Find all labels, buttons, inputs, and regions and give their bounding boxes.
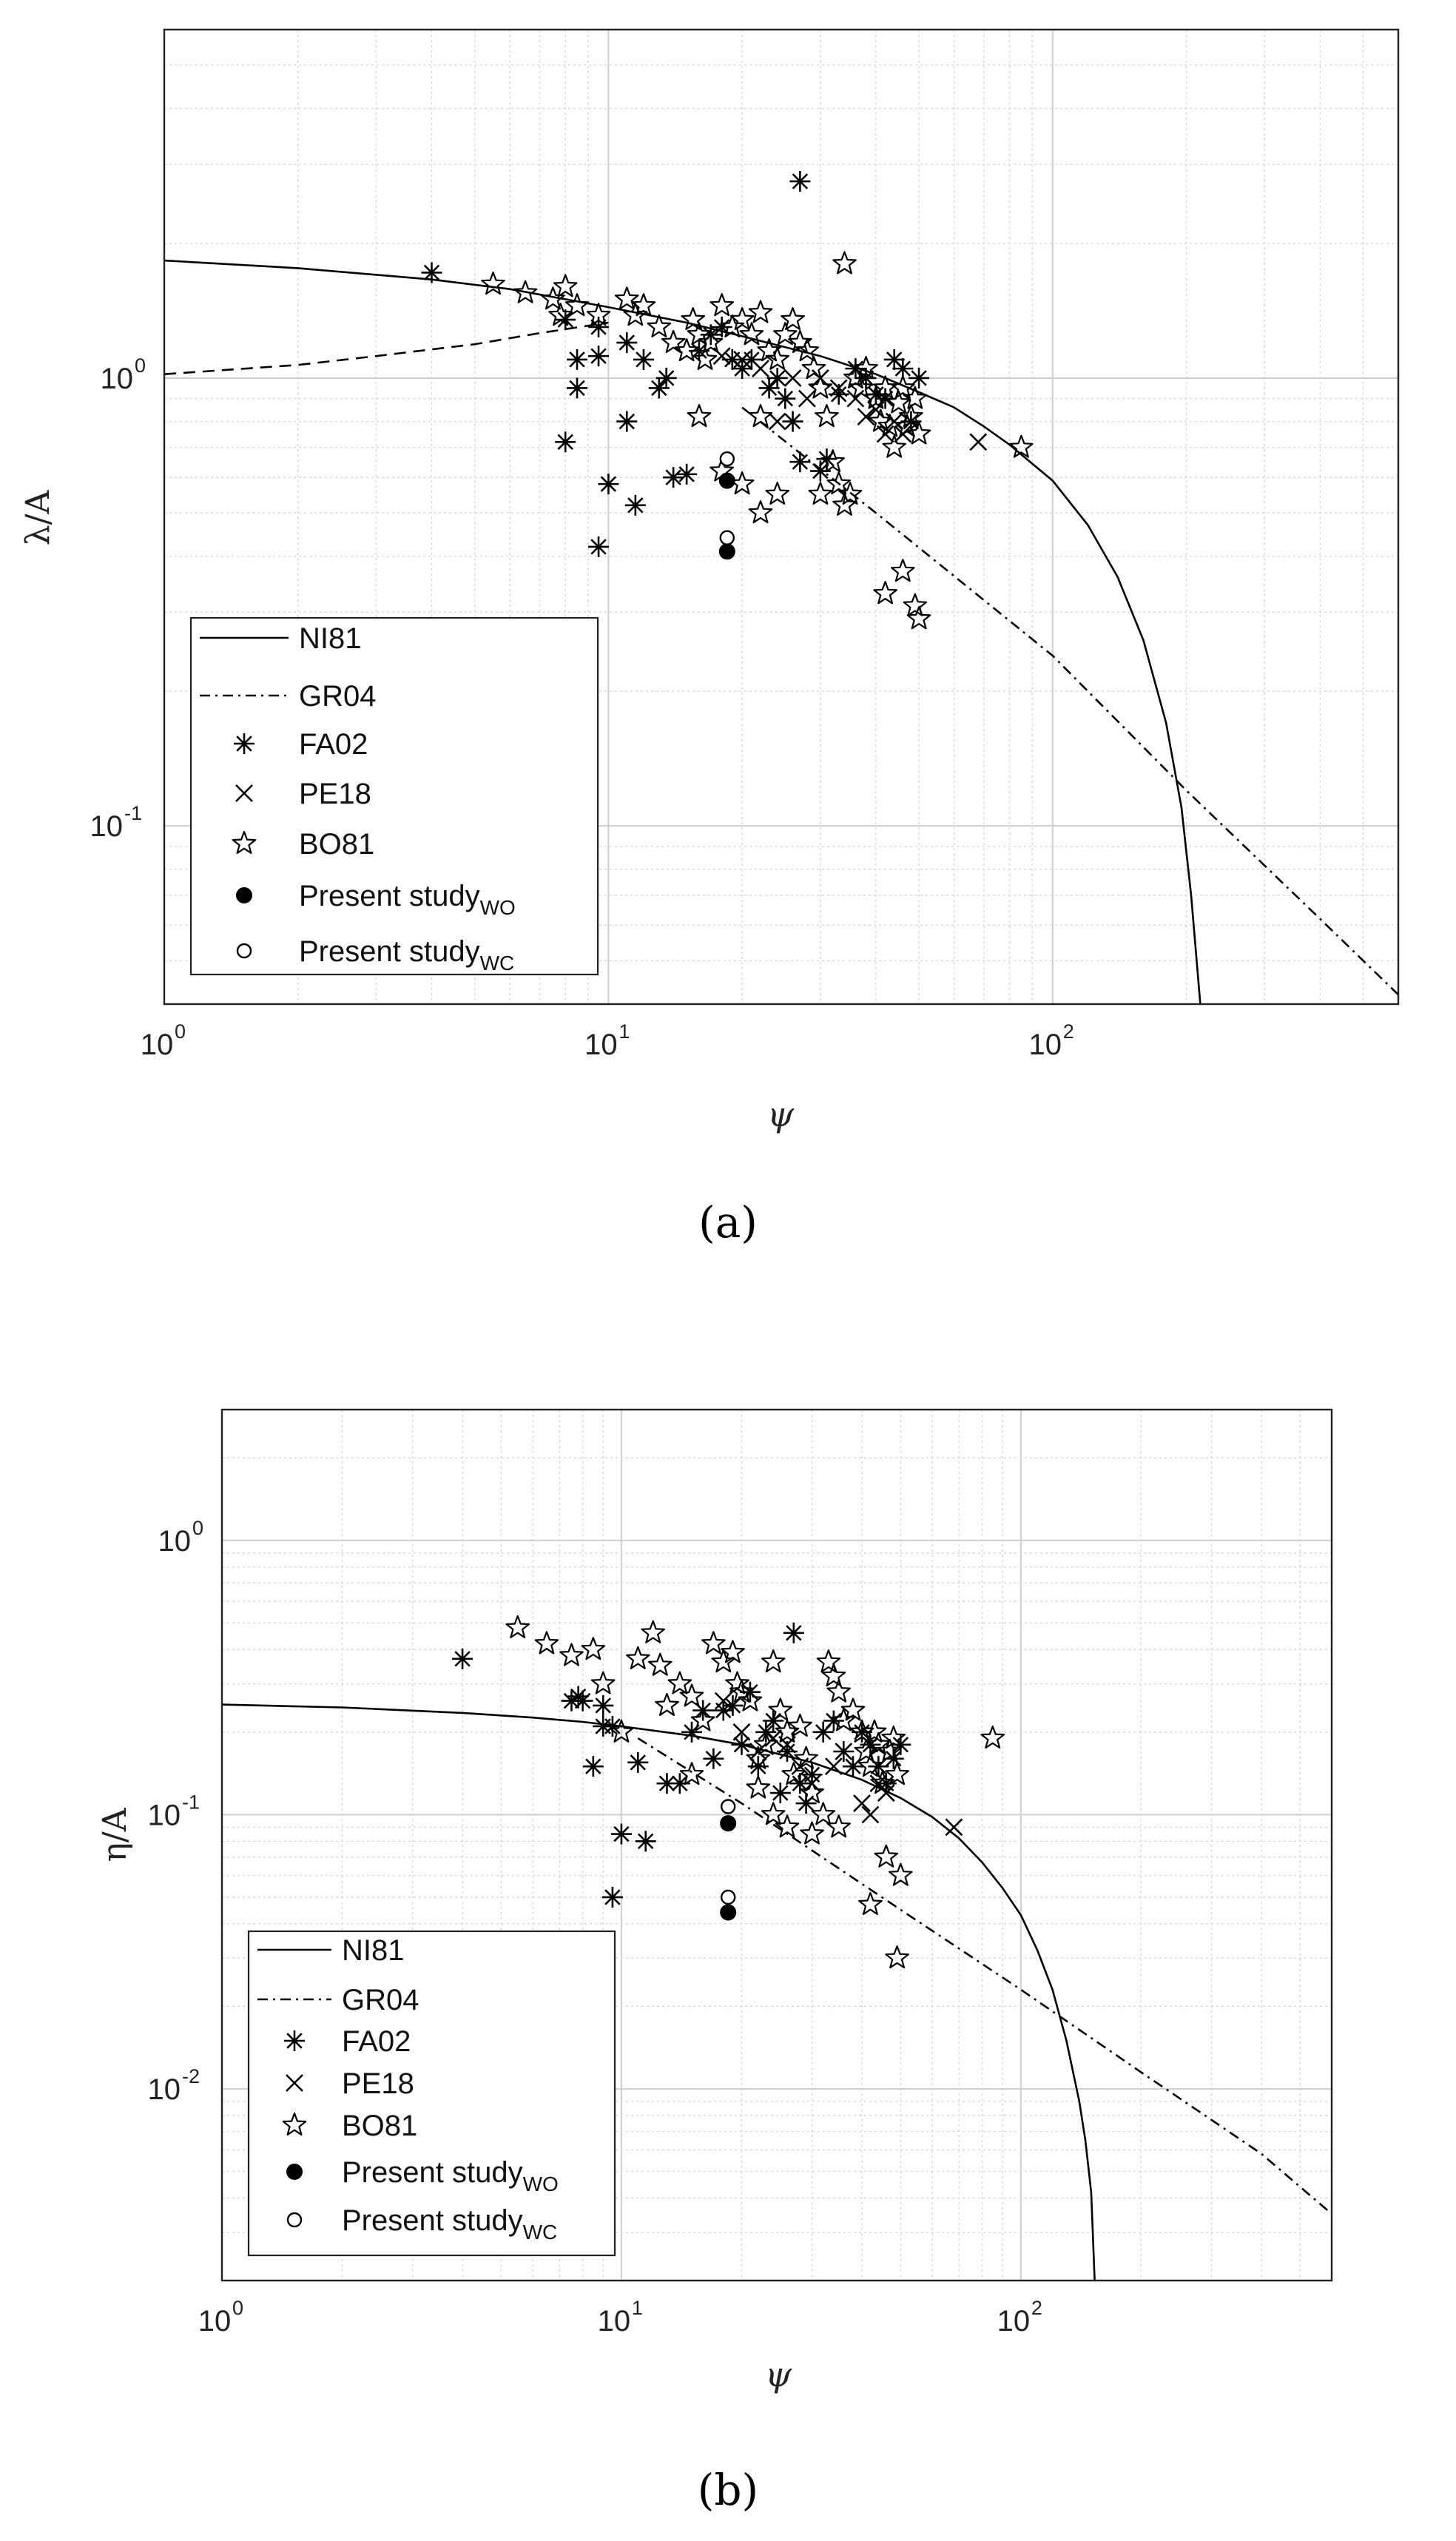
y-tick-exponent: 0 — [135, 354, 146, 377]
x-tick-label: 10 — [584, 1029, 618, 1061]
panel-label-a: (a) — [698, 1197, 758, 1248]
x-tick-label: 10 — [140, 1029, 174, 1061]
panel-label-b: (b) — [697, 2465, 759, 2515]
legend-label: FA02 — [342, 2025, 411, 2058]
data-point-present-study-wo — [720, 474, 735, 488]
data-point-present-study-wo — [721, 1905, 735, 1920]
data-point-fa02 — [663, 467, 684, 488]
legend-box — [191, 618, 598, 975]
legend-label: FA02 — [299, 728, 368, 761]
y-tick-exponent: -1 — [124, 802, 143, 825]
data-point-fa02 — [627, 1752, 648, 1773]
legend-label: BO81 — [342, 2110, 418, 2142]
data-point-fa02 — [567, 349, 587, 370]
y-tick-exponent: 0 — [192, 1516, 204, 1539]
x-tick-label: 10 — [1028, 1029, 1062, 1061]
legend-b — [249, 1931, 615, 2255]
y-tick-label: 10 — [100, 362, 133, 395]
data-point-fa02 — [593, 1695, 613, 1716]
data-point-fa02 — [567, 377, 587, 398]
data-point-fa02 — [649, 377, 670, 398]
y-axis-label-b: η/A — [96, 1808, 134, 1862]
y-axis-label-a: λ/A — [19, 490, 57, 546]
x-tick-exponent: 2 — [1062, 1020, 1074, 1043]
y-tick-label: 10 — [147, 1799, 181, 1832]
legend-label: GR04 — [342, 1984, 419, 2016]
legend-label: NI81 — [299, 622, 362, 655]
legend-marker — [288, 2213, 301, 2227]
legend-marker — [237, 888, 252, 903]
chart-panel-b — [96, 1410, 1332, 2515]
y-tick-exponent: -1 — [182, 1791, 200, 1814]
data-point-fa02 — [452, 1649, 473, 1669]
data-point-fa02 — [625, 495, 646, 516]
x-axis-label-b: ψ — [764, 2355, 792, 2394]
x-axis-label-a: ψ — [766, 1094, 795, 1134]
data-point-fa02 — [703, 1749, 724, 1769]
legend-marker — [287, 2164, 302, 2179]
x-tick-label: 10 — [198, 2305, 232, 2338]
data-point-fa02 — [421, 262, 442, 283]
data-point-present-study-wc — [721, 531, 734, 545]
legend-label: Present study$_{WC}$ — [342, 2204, 558, 2244]
legend-a — [191, 618, 598, 975]
data-point-fa02 — [633, 349, 654, 370]
data-point-fa02 — [789, 171, 810, 192]
x-tick-exponent: 2 — [1031, 2297, 1042, 2319]
data-point-present-study-wo — [720, 544, 735, 559]
data-point-fa02 — [616, 411, 637, 432]
x-tick-label: 10 — [597, 2305, 631, 2338]
data-point-present-study-wc — [721, 1891, 735, 1904]
data-point-present-study-wc — [721, 1800, 735, 1814]
legend-marker — [234, 733, 255, 754]
data-point-fa02 — [588, 346, 609, 366]
data-point-fa02 — [611, 1824, 632, 1845]
legend-marker — [284, 2030, 305, 2051]
data-point-fa02 — [616, 332, 637, 353]
data-point-fa02 — [676, 464, 697, 485]
data-point-present-study-wc — [721, 452, 734, 465]
data-point-present-study-wo — [721, 1816, 735, 1831]
legend-marker — [237, 944, 251, 957]
legend-label: NI81 — [342, 1934, 405, 1967]
legend-label: PE18 — [342, 2067, 414, 2100]
x-tick-exponent: 0 — [175, 1020, 186, 1043]
y-tick-label: 10 — [90, 810, 123, 844]
legend-label: Present study$_{WC}$ — [299, 935, 515, 975]
data-point-fa02 — [783, 1623, 804, 1643]
x-tick-exponent: 1 — [631, 2297, 643, 2319]
x-tick-exponent: 0 — [232, 2297, 244, 2319]
legend-label: PE18 — [299, 778, 371, 810]
y-tick-exponent: -2 — [182, 2064, 200, 2087]
x-tick-exponent: 1 — [619, 1020, 630, 1043]
x-tick-label: 10 — [997, 2305, 1031, 2338]
y-tick-label: 10 — [158, 1524, 191, 1558]
data-point-fa02 — [555, 431, 576, 452]
legend-label: Present study$_{WO}$ — [342, 2156, 559, 2195]
data-point-fa02 — [789, 451, 810, 472]
legend-label: GR04 — [299, 680, 377, 713]
y-tick-label: 10 — [147, 2073, 181, 2106]
data-point-fa02 — [681, 1722, 702, 1743]
data-point-fa02 — [598, 474, 619, 494]
legend-label: BO81 — [299, 828, 375, 861]
legend-label: Present study$_{WO}$ — [299, 880, 516, 919]
chart-panel-a — [19, 30, 1398, 1248]
data-point-fa02 — [588, 536, 609, 557]
